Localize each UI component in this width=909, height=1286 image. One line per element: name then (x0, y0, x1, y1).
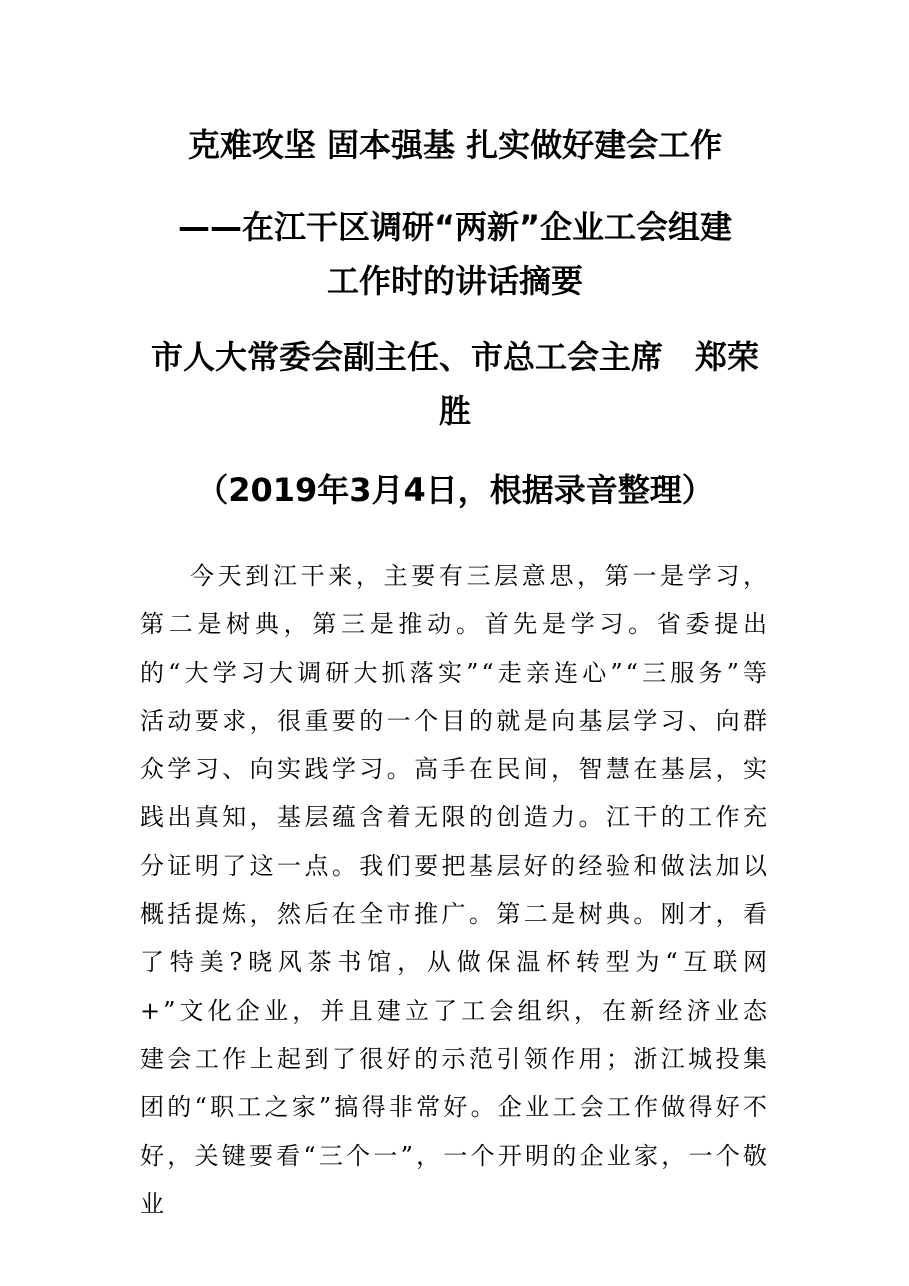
document-title: 克难攻坚 固本强基 扎实做好建会工作 (187, 126, 723, 164)
document-subtitle-line1: ——在江干区调研“两新”企业工会组建 (177, 208, 733, 246)
date-note: （2019年3月4日，根据录音整理） (196, 471, 714, 509)
body-paragraph: 今天到江干来，主要有三层意思，第一是学习，第二是树典，第三是推动。首先是学习。省委提出的“大学习大调研大抓落实”“走亲连心”“三服务”等活动要求，很重要的一个目的就是向基层学习、向群众学习、向实践学习。高手在民间，智慧在基层，实践出真知，基层蕴含着无限的创造力。江干的工作充分证明了这一点。我们要把基层好的经验和做法加以概括提炼，然后在全市推广。第二是树典。刚才，看了特美?晓风茶书馆，从做保温杯转型为“互联网+”文化企业，并且建立了工会组织，在新经济业态建会工作上起到了很好的示范引领作用；浙江城投集团的“职工之家”搞得非常好。企业工会工作做得好不好，关键要看“三个一”，一个开明的企业家，一个敬业 (140, 562, 770, 1218)
speaker-line: 市人大常委会副主任、市总工会主席 郑荣胜 (150, 338, 759, 430)
document-subtitle-line2: 工作时的讲话摘要 (326, 262, 583, 300)
